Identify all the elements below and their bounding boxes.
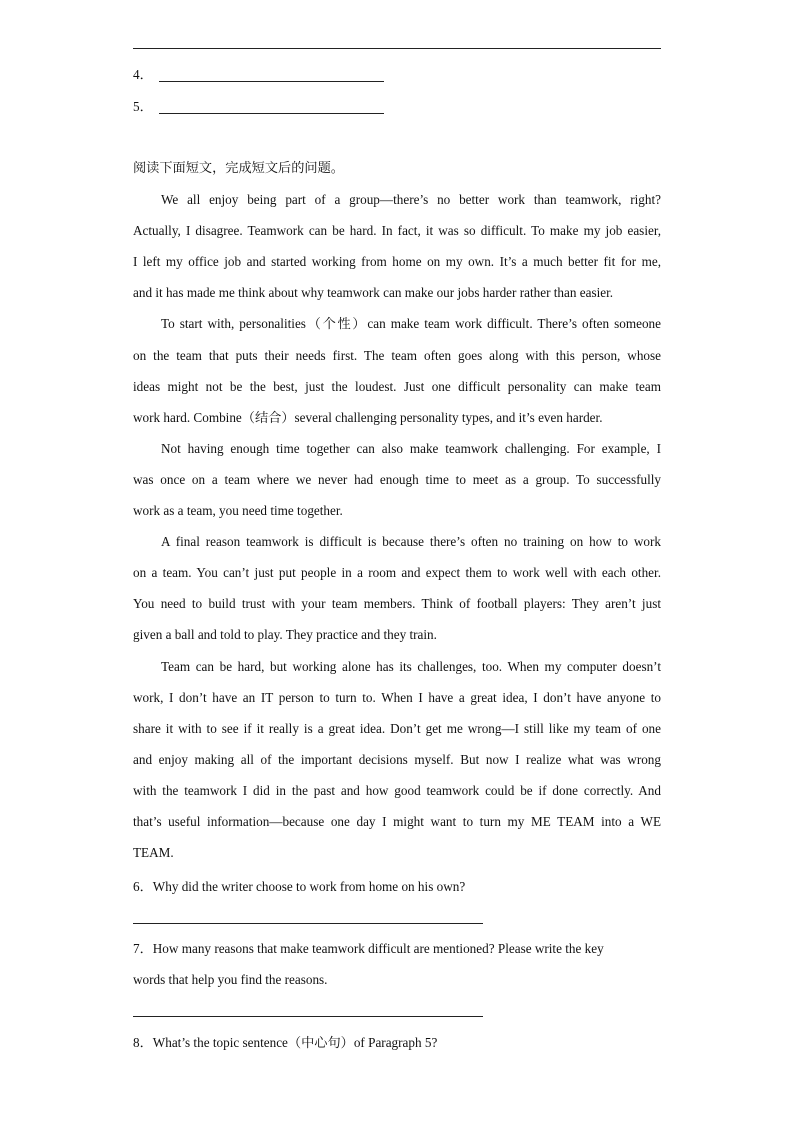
question-8: 8．What’s the topic sentence（中心句）of Paragraph 5? <box>133 1035 438 1050</box>
passage-line: work hard. Combine（结合）several challenging personality types, and it’s even harder. <box>133 409 603 425</box>
answer-line-top[interactable] <box>133 48 661 49</box>
passage-line: We all enjoy being part of a group—there’s no better work than teamwork, right? <box>161 192 661 207</box>
passage-line: with the teamwork I did in the past and how good teamwork could be if done correctly. And <box>133 782 661 798</box>
item-number: 5． <box>133 99 153 114</box>
passage-line: share it with to see if it really is a great idea. Don’t get me wrong—I still like my team of one <box>133 720 661 736</box>
answer-line-q6[interactable] <box>133 923 483 924</box>
passage-line: You need to build trust with your team members. Think of football players: They aren’t just <box>133 596 661 612</box>
passage-line: and enjoy making all of the important decisions myself. But now I realize what was wrong <box>133 751 661 767</box>
passage-line: Actually, I disagree. Teamwork can be hard. In fact, it was so difficult. To make my job easier, <box>133 223 661 239</box>
question-6: 6．Why did the writer choose to work from home on his own? <box>133 879 466 894</box>
answer-item-5 <box>133 98 384 116</box>
passage-line: given a ball and told to play. They practice and they train. <box>133 627 437 643</box>
passage-line: TEAM. <box>133 845 174 861</box>
passage-line: To start with, personalities（个性）can make team work difficult. There’s often someone <box>161 316 661 332</box>
passage-line: Not having enough time together can also make teamwork challenging. For example, I <box>161 440 661 456</box>
passage-line: A final reason teamwork is difficult is because there’s often no training on how to work <box>161 534 661 550</box>
answer-item-4 <box>133 66 384 84</box>
item-number: 4． <box>133 67 153 82</box>
answer-blank-5[interactable] <box>159 99 384 114</box>
passage-line: Team can be hard, but working alone has its challenges, too. When my computer doesn’t <box>161 658 661 674</box>
question-7-line-1: 7．How many reasons that make teamwork difficult are mentioned? Please write the key <box>133 941 604 956</box>
reading-instruction: 阅读下面短文，完成短文后的问题。 <box>133 160 344 175</box>
passage-line: I left my office job and started working from home on my own. It’s a much better fit for me, <box>133 254 661 270</box>
question-7-line-2: words that help you find the reasons. <box>133 972 328 987</box>
passage-line: on a team. You can’t just put people in a room and expect them to work well with each other. <box>133 565 661 581</box>
passage-line: and it has made me think about why teamwork can make our jobs harder rather than easier. <box>133 285 614 301</box>
passage-line: that’s useful information—because one day I might want to turn my ME TEAM into a WE <box>133 814 661 829</box>
passage-line: was once on a team where we never had enough time to meet as a group. To successfully <box>133 471 661 487</box>
passage-line: work as a team, you need time together. <box>133 503 343 518</box>
passage-line: work, I don’t have an IT person to turn to. When I have a great idea, I don’t have anyone to <box>133 689 661 705</box>
passage-line: ideas might not be the best, just the loudest. Just one difficult personality can make team <box>133 378 661 394</box>
answer-line-q7[interactable] <box>133 1016 483 1017</box>
answer-blank-4[interactable] <box>159 67 384 82</box>
passage-line: on the team that puts their needs first. The team often goes along with this person, whose <box>133 347 661 363</box>
